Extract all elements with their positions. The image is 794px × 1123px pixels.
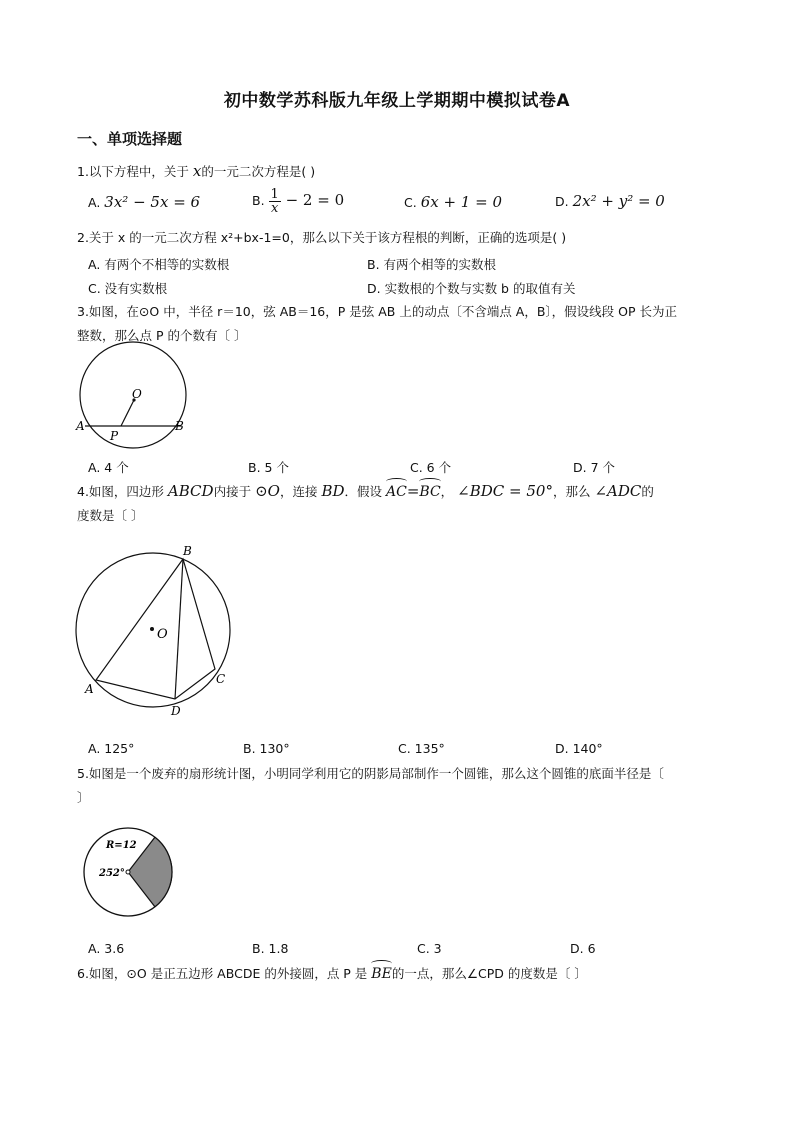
q4-angle-bdc: ∠BDC = 50° xyxy=(457,482,553,500)
q5-figure xyxy=(82,826,182,921)
q2-option-b[interactable]: B. 有两个相等的实数根 xyxy=(367,257,497,272)
q1-fraction: $\frac{1}{x}$ xyxy=(270,187,279,216)
q4-label-d: D xyxy=(171,704,181,718)
q5-line-2: 〕 xyxy=(77,790,90,805)
q5-option-a[interactable]: A. 3.6 xyxy=(88,941,125,956)
q4-label-b: B xyxy=(183,544,192,558)
q4-option-a[interactable]: A. 125° xyxy=(88,741,135,756)
q1-option-b[interactable]: B. $\frac{1}{x}$ − 2 = 0 xyxy=(252,187,345,216)
q4-arc-ac: AC xyxy=(386,480,407,504)
q4-option-c[interactable]: C. 135° xyxy=(398,741,445,756)
q3-segment-op xyxy=(121,400,134,426)
q5-option-b[interactable]: B. 1.8 xyxy=(252,941,289,956)
q5-label-angle: 252° xyxy=(99,868,125,879)
q3-line-2: 整数，那么点 P 的个数有〔 〕 xyxy=(77,328,247,343)
q4-line-2: 度数是〔 〕 xyxy=(77,508,144,523)
q3-option-b[interactable]: B. 5 个 xyxy=(248,460,289,475)
q2-option-d[interactable]: D. 实数根的个数与实数 b 的取值有关 xyxy=(367,281,576,296)
q5-option-d[interactable]: D. 6 xyxy=(570,941,596,956)
question-6: 6.如图，⊙O 是正五边形 ABCDE 的外接圆，点 P 是 BE的一点，那么∠CPD 的度数是〔 〕 xyxy=(77,962,719,986)
question-4 xyxy=(77,479,719,528)
q4-center-dot xyxy=(150,627,154,631)
q1-text-b: 的一元二次方程是( ) xyxy=(201,164,316,179)
section-heading: 一、单项选择题 xyxy=(77,130,183,148)
q3-label-o: O xyxy=(132,387,142,401)
q1-text-a: 1.以下方程中，关于 xyxy=(77,164,189,179)
q4-option-d[interactable]: D. 140° xyxy=(555,741,603,756)
q4-arc-bc: BC xyxy=(419,480,440,504)
q2-option-a[interactable]: A. 有两个不相等的实数根 xyxy=(88,257,230,272)
q1-var: x xyxy=(192,162,202,180)
q3-line-1: 3.如图，在⊙O 中，半径 r＝10，弦 AB＝16，P 是弦 AB 上的动点〔不含端点 A，B〕，假设线段 OP 长为正 xyxy=(77,304,677,319)
q1-option-d[interactable]: D. 2x² + y² = 0 xyxy=(555,192,665,210)
q4-label-a: A xyxy=(85,682,94,696)
q3-option-a[interactable]: A. 4 个 xyxy=(88,460,129,475)
q1-option-a[interactable]: A. 3x² − 5x = 6 xyxy=(88,193,201,211)
q2-option-c[interactable]: C. 没有实数根 xyxy=(88,281,168,296)
q4-quadrilateral xyxy=(96,559,215,699)
question-1 xyxy=(77,159,719,184)
q5-label-radius: R=12 xyxy=(106,840,137,851)
question-3 xyxy=(77,300,719,348)
q5-option-c[interactable]: C. 3 xyxy=(417,941,442,956)
q3-label-p: P xyxy=(110,429,119,443)
q4-diagonal-bd xyxy=(175,559,183,699)
q6-arc-be: BE xyxy=(371,962,392,986)
q3-figure xyxy=(76,350,196,450)
q5-line-1: 5.如图是一个废弃的扇形统计图，小明同学利用它的阴影局部制作一个圆锥，那么这个圆锥的底面半径是〔 xyxy=(77,766,664,781)
page-title: 初中数学苏科版九年级上学期期中模拟试卷A xyxy=(223,91,571,111)
q3-label-b: B xyxy=(175,419,184,433)
q4-figure xyxy=(76,545,236,720)
q1-option-c[interactable]: C. 6x + 1 = 0 xyxy=(404,193,502,211)
q4-label-o: O xyxy=(157,627,168,642)
q4-angle-adc: ∠ADC xyxy=(594,482,642,500)
q3-label-a: A xyxy=(76,419,85,433)
q4-option-b[interactable]: B. 130° xyxy=(243,741,290,756)
question-2: 2.关于 x 的一元二次方程 x²+bx-1=0，那么以下关于该方程根的判断，正确的选项是( ) xyxy=(77,230,567,245)
question-5 xyxy=(77,762,719,810)
q4-line-1: 4.如图，四边形 ABCD内接于 ⊙O，连接 BD．假设 AC=BC， ∠BDC = 50°，那么 ∠ADC的 xyxy=(77,479,719,504)
q3-option-c[interactable]: C. 6 个 xyxy=(410,460,452,475)
q4-label-c: C xyxy=(216,672,226,686)
q3-option-d[interactable]: D. 7 个 xyxy=(573,460,615,475)
